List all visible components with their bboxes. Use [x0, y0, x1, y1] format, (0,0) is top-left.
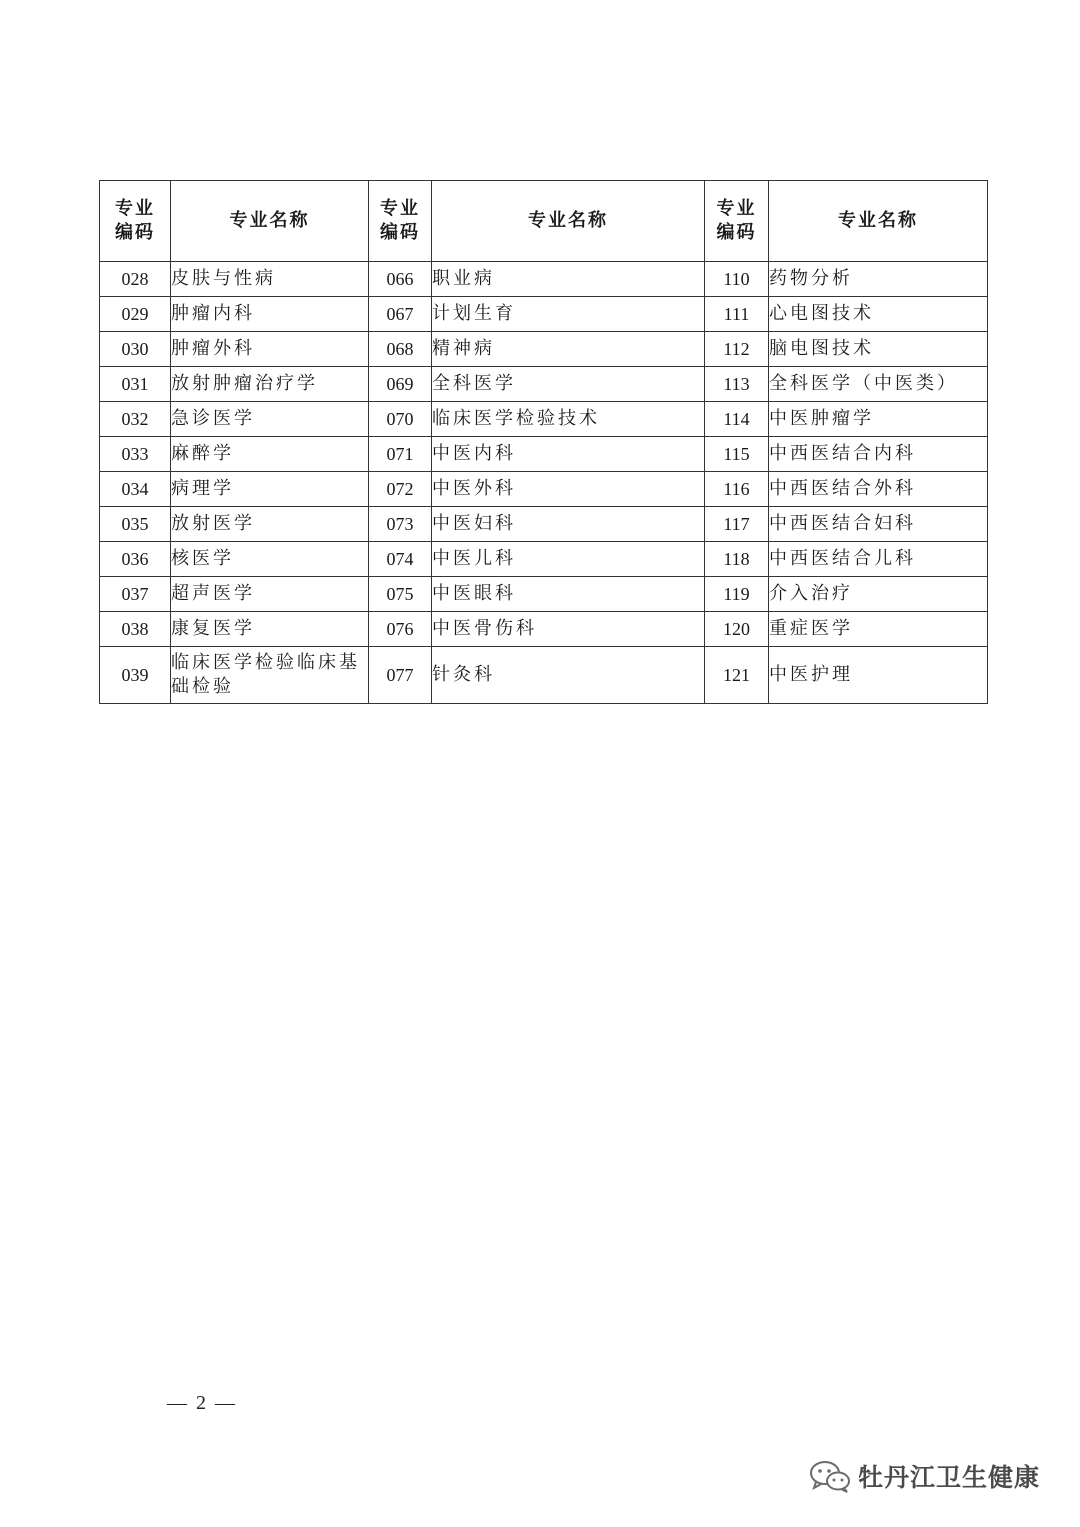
name-cell: 针灸科 — [432, 647, 705, 704]
table-row — [100, 472, 988, 507]
name-cell: 放射医学 — [171, 507, 369, 542]
code-cell: 116 — [705, 472, 769, 507]
code-cell: 121 — [705, 647, 769, 704]
header-code-2: 专业 编码 — [369, 181, 432, 262]
name-cell: 计划生育 — [432, 297, 705, 332]
header-name-1: 专业名称 — [171, 181, 369, 262]
name-cell: 临床医学检验临床基础检验 — [171, 647, 369, 704]
table-row — [100, 262, 988, 297]
name-cell: 精神病 — [432, 332, 705, 367]
name-cell: 中医儿科 — [432, 542, 705, 577]
name-cell: 脑电图技术 — [769, 332, 988, 367]
table-row — [100, 647, 988, 704]
code-cell: 110 — [705, 262, 769, 297]
code-cell: 113 — [705, 367, 769, 402]
header-code-3: 专业 编码 — [705, 181, 769, 262]
table-row — [100, 507, 988, 542]
code-cell: 038 — [100, 612, 171, 647]
name-cell: 药物分析 — [769, 262, 988, 297]
table-body — [100, 262, 988, 704]
name-cell: 中医眼科 — [432, 577, 705, 612]
name-cell: 急诊医学 — [171, 402, 369, 437]
name-cell: 肿瘤外科 — [171, 332, 369, 367]
name-cell: 心电图技术 — [769, 297, 988, 332]
header-name-3: 专业名称 — [769, 181, 988, 262]
name-cell: 介入治疗 — [769, 577, 988, 612]
watermark — [808, 1458, 1040, 1494]
table-row — [100, 542, 988, 577]
code-cell: 075 — [369, 577, 432, 612]
code-cell: 032 — [100, 402, 171, 437]
code-cell: 068 — [369, 332, 432, 367]
code-cell: 034 — [100, 472, 171, 507]
name-cell: 中西医结合儿科 — [769, 542, 988, 577]
code-cell: 029 — [100, 297, 171, 332]
name-cell: 中医妇科 — [432, 507, 705, 542]
page-number: — 2 — — [167, 1392, 237, 1414]
name-cell: 皮肤与性病 — [171, 262, 369, 297]
table-row — [100, 367, 988, 402]
code-cell: 120 — [705, 612, 769, 647]
code-cell: 115 — [705, 437, 769, 472]
code-cell: 119 — [705, 577, 769, 612]
code-cell: 035 — [100, 507, 171, 542]
code-cell: 028 — [100, 262, 171, 297]
code-cell: 037 — [100, 577, 171, 612]
code-cell: 039 — [100, 647, 171, 704]
wechat-icon — [808, 1459, 852, 1493]
code-cell: 074 — [369, 542, 432, 577]
name-cell: 肿瘤内科 — [171, 297, 369, 332]
code-cell: 031 — [100, 367, 171, 402]
header-code-1: 专业 编码 — [100, 181, 171, 262]
code-cell: 112 — [705, 332, 769, 367]
name-cell: 中西医结合外科 — [769, 472, 988, 507]
code-cell: 069 — [369, 367, 432, 402]
table-row — [100, 612, 988, 647]
name-cell: 全科医学（中医类） — [769, 367, 988, 402]
table-row — [100, 577, 988, 612]
name-cell: 病理学 — [171, 472, 369, 507]
code-cell: 071 — [369, 437, 432, 472]
name-cell: 康复医学 — [171, 612, 369, 647]
name-cell: 中医外科 — [432, 472, 705, 507]
code-cell: 111 — [705, 297, 769, 332]
name-cell: 重症医学 — [769, 612, 988, 647]
code-cell: 117 — [705, 507, 769, 542]
watermark-text: 牡丹江卫生健康 — [858, 1463, 1041, 1492]
code-cell: 073 — [369, 507, 432, 542]
table-row — [100, 332, 988, 367]
table-header-row — [100, 181, 988, 262]
name-cell: 职业病 — [432, 262, 705, 297]
name-cell: 核医学 — [171, 542, 369, 577]
name-cell: 中医骨伤科 — [432, 612, 705, 647]
code-cell: 066 — [369, 262, 432, 297]
code-cell: 036 — [100, 542, 171, 577]
header-name-2: 专业名称 — [432, 181, 705, 262]
table-row — [100, 297, 988, 332]
specialty-table — [99, 180, 988, 704]
name-cell: 超声医学 — [171, 577, 369, 612]
code-cell: 070 — [369, 402, 432, 437]
name-cell: 中西医结合妇科 — [769, 507, 988, 542]
name-cell: 中医护理 — [769, 647, 988, 704]
code-cell: 033 — [100, 437, 171, 472]
name-cell: 中西医结合内科 — [769, 437, 988, 472]
table-row — [100, 437, 988, 472]
name-cell: 中医肿瘤学 — [769, 402, 988, 437]
code-cell: 118 — [705, 542, 769, 577]
table-row — [100, 402, 988, 437]
code-cell: 030 — [100, 332, 171, 367]
code-cell: 076 — [369, 612, 432, 647]
name-cell: 临床医学检验技术 — [432, 402, 705, 437]
name-cell: 中医内科 — [432, 437, 705, 472]
code-cell: 077 — [369, 647, 432, 704]
code-cell: 114 — [705, 402, 769, 437]
name-cell: 全科医学 — [432, 367, 705, 402]
name-cell: 麻醉学 — [171, 437, 369, 472]
name-cell: 放射肿瘤治疗学 — [171, 367, 369, 402]
code-cell: 067 — [369, 297, 432, 332]
code-cell: 072 — [369, 472, 432, 507]
